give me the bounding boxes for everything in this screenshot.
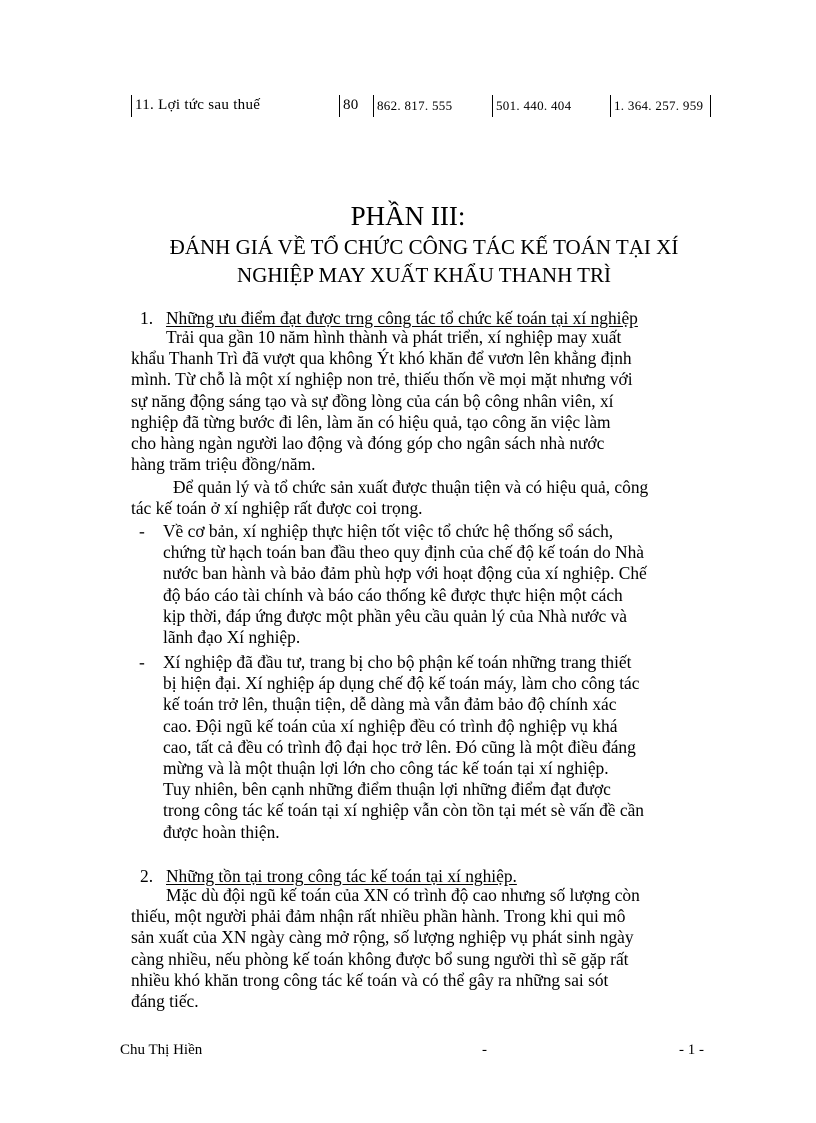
text-line: nước ban hành và bảo đảm phù hợp với hoạt động của xí nghiệp. Chế: [163, 563, 647, 584]
text-line: Trải qua gần 10 năm hình thành và phát triển, xí nghiệp may xuất: [166, 327, 622, 347]
bullet-text: [163, 521, 647, 648]
text-line: kế toán trở lên, thuận tiện, dễ dàng mà vẫn đảm bảo độ chính xác: [163, 694, 617, 715]
section-1-paragraph-1: [131, 327, 633, 475]
text-line: được hoàn thiện.: [163, 821, 280, 842]
text-line: mừng và là một thuận lợi lớn cho công tác kế toán tại xí nghiệp.: [163, 758, 609, 779]
text-line: cho hàng ngàn người lao động và đóng góp cho ngân sách nhà nước: [131, 433, 605, 454]
bullet-text: [163, 652, 644, 843]
footer-author: Chu Thị Hiền: [120, 1042, 203, 1058]
text-line: sản xuất của XN ngày càng mở rộng, số lượng nghiệp vụ phát sinh ngày: [131, 927, 634, 948]
text-line: Để quản lý và tổ chức sản xuất được thuận tiện và có hiệu quả, công: [173, 477, 649, 497]
text-line: sự năng động sáng tạo và sự đồng lòng của cán bộ công nhân viên, xí: [131, 390, 614, 411]
table-cell-label: 11. Lợi tức sau thuế: [131, 95, 339, 117]
text-line: tác kế toán ở xí nghiệp rất được coi trọng.: [131, 498, 423, 519]
text-line: khẩu Thanh Trì đã vượt qua không Ýt khó khăn để vươn lên khẳng định: [131, 348, 632, 369]
table-cell-value-3: 1. 364. 257. 959: [610, 95, 711, 117]
text-line: nghiệp đã từng bước đi lên, làm ăn có hiệu quả, tạo công ăn việc làm: [131, 411, 611, 432]
text-line: Về cơ bản, xí nghiệp thực hiện tốt việc tổ chức hệ thống sổ sách,: [163, 521, 614, 541]
bullet-dash: -: [139, 521, 145, 541]
part-title: PHẦN III:: [350, 201, 466, 231]
table-row: [131, 95, 711, 117]
section-1-paragraph-2: [131, 477, 648, 519]
text-line: chứng từ hạch toán ban đầu theo quy định của chế độ kế toán do Nhà: [163, 542, 645, 563]
part-subtitle-line: NGHIỆP MAY XUẤT KHẨU THANH TRÌ: [237, 263, 611, 287]
text-line: đáng tiếc.: [131, 991, 199, 1012]
section-title: Những tồn tại trong công tác kế toán tại xí nghiệp.: [166, 866, 517, 886]
section-1-heading: [140, 307, 638, 329]
footer-page-number: - 1 -: [679, 1042, 704, 1058]
text-line: lãnh đạo Xí nghiệp.: [163, 627, 301, 648]
section-number: 1.: [140, 308, 154, 328]
bullet-dash: -: [139, 652, 145, 672]
text-line: Tuy nhiên, bên cạnh những điểm thuận lợi những điểm đạt được: [163, 779, 611, 800]
part-subtitle-line: ĐÁNH GIÁ VỀ TỔ CHỨC CÔNG TÁC KẾ TOÁN TẠI XÍ: [169, 235, 679, 259]
text-line: Xí nghiệp đã đầu tư, trang bị cho bộ phận kế toán những trang thiết: [163, 652, 632, 672]
footer-center: -: [482, 1042, 487, 1058]
table-cell-code: 80: [339, 95, 373, 117]
section-number: 2.: [140, 866, 154, 886]
section-2-paragraph-1: [131, 885, 640, 1012]
table-cell-value-2: 501. 440. 404: [492, 95, 610, 117]
text-line: kịp thời, đáp ứng được một phần yêu cầu quản lý của Nhà nước và: [163, 605, 627, 626]
text-line: cao, tất cả đều có trình độ đại học trở lên. Đó cũng là một điều đáng: [163, 736, 636, 757]
text-line: Mặc dù đội ngũ kế toán của XN có trình độ cao nhưng số lượng còn: [166, 885, 640, 905]
text-line: cao. Đội ngũ kế toán của xí nghiệp đều có trình độ nghiệp vụ khá: [163, 715, 618, 736]
text-line: nhiều khó khăn trong công tác kế toán và có thể gây ra những sai sót: [131, 969, 609, 990]
table-cell-value-1: 862. 817. 555: [373, 95, 492, 117]
text-line: hàng trăm triệu đồng/năm.: [131, 454, 316, 475]
text-line: thiếu, một người phải đảm nhận rất nhiều phần hành. Trong khi qui mô: [131, 906, 626, 927]
part-subtitle: [120, 233, 728, 289]
text-line: bị hiện đại. Xí nghiệp áp dụng chế độ kế toán máy, làm cho công tác: [163, 673, 640, 694]
section-title: Những ưu điểm đạt được trng công tác tổ chức kế toán tại xí nghiệp: [166, 308, 638, 328]
text-line: càng nhiều, nếu phòng kế toán không được bổ sung người thì sẽ gặp rất: [131, 948, 629, 969]
section-2-heading: [140, 865, 517, 887]
text-line: độ báo cáo tài chính và báo cáo thống kê được thực hiện một cách: [163, 584, 623, 605]
text-line: trong công tác kế toán tại xí nghiệp vẫn còn tồn tại mét sè vấn đề cần: [163, 800, 644, 821]
text-line: mình. Từ chỗ là một xí nghiệp non trẻ, thiếu thốn về mọi mặt nhưng với: [131, 369, 633, 390]
